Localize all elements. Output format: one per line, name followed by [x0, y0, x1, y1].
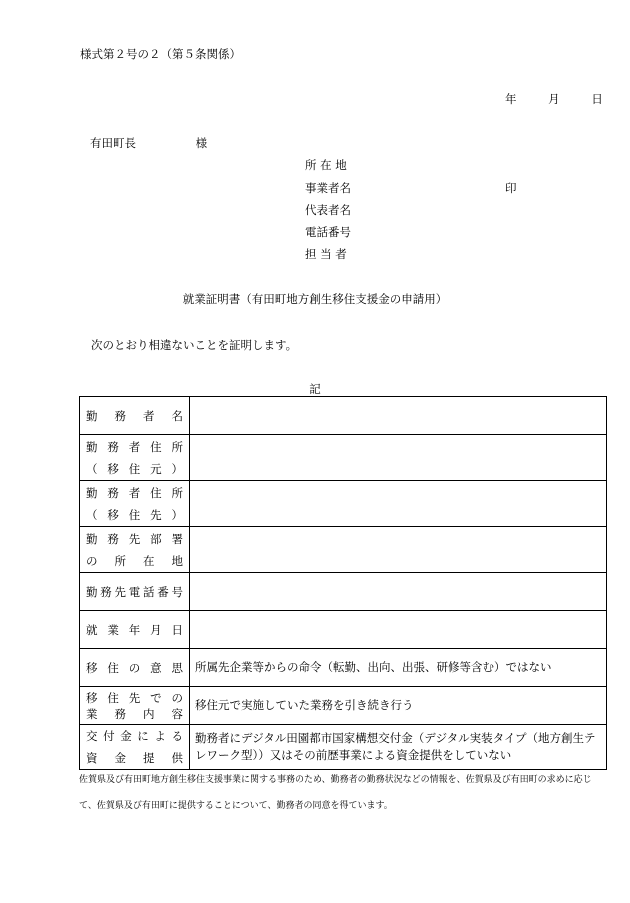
worker-address-origin-label-line [80, 458, 189, 480]
label-char: 思 [171, 660, 183, 675]
office-phone-label [80, 573, 190, 611]
grant-funding-label [80, 725, 190, 770]
grant-funding-value[interactable]: 勤務者にデジタル田園都市国家構想交付金（デジタル実装タイプ（地方創生テレワーク型））又はその前歴事業による資金提供をしていない [190, 725, 607, 770]
label-char: で [150, 690, 162, 705]
office-address-label-line [80, 550, 189, 572]
relocation-intent-label-line [80, 657, 189, 679]
label-char: 先 [128, 531, 141, 546]
label-char: 付 [103, 729, 115, 743]
label-char: 勤 [86, 584, 98, 599]
worker-address-destination-value[interactable] [190, 481, 607, 527]
certificate-table [79, 396, 607, 770]
worker-name-value[interactable] [190, 397, 607, 435]
label-char: 住 [150, 439, 162, 454]
label-char: 所 [171, 485, 183, 500]
employment-date-value[interactable] [190, 611, 607, 649]
seal-mark: 印 [505, 181, 517, 195]
worker-address-origin-label [80, 435, 190, 481]
work-content-label [80, 687, 190, 725]
label-char: よ [154, 729, 166, 743]
label-char: 務 [107, 531, 119, 546]
relocation-intent-value[interactable]: 所属先企業等からの命令（転勤、出向、出張、研修等含む）ではない [190, 649, 607, 687]
employment-date-label [80, 611, 190, 649]
label-char: （ [86, 461, 98, 476]
label-char: 勤 [86, 531, 98, 546]
date-month: 月 [548, 92, 560, 106]
label-char: る [171, 729, 183, 743]
addressee-honorific: 様 [195, 136, 208, 150]
date-year: 年 [505, 92, 517, 106]
label-char: 住 [107, 690, 119, 705]
office-address-value[interactable] [190, 527, 607, 573]
addressee [90, 135, 207, 151]
label-char: 地 [171, 553, 183, 568]
label-char: 番 [157, 584, 169, 599]
label-char: 者 [143, 408, 155, 423]
grant-funding-label-line [80, 725, 189, 747]
label-char: 住 [150, 485, 162, 500]
label-char: 務 [107, 439, 119, 454]
label-char: 号 [171, 584, 183, 599]
label-char: 務 [114, 706, 126, 721]
label-char: 移 [107, 507, 119, 522]
form-number: 様式第２号の２（第５条関係） [80, 47, 241, 61]
label-char: 就 [86, 622, 98, 637]
label-char: 勤 [86, 439, 98, 454]
label-char: ） [171, 461, 183, 476]
worker-address-origin-label-line [80, 436, 189, 458]
work-content-label-line [80, 690, 189, 706]
consent-footnote: 佐賀県及び有田町地方創生移住支援事業に関する事務のため、勤務者の勤務状況などの情報を、佐賀県及び有田町の求めに応じて、佐賀県及び有田町に提供することについて、勤務者の同意を得ています。 [79, 775, 592, 811]
label-char: ） [171, 507, 183, 522]
label-char: 電 [128, 584, 141, 599]
worker-address-destination-label-line [80, 504, 189, 526]
table-row-work-content [80, 687, 607, 725]
table-row-worker-name [80, 397, 607, 435]
table-row-employment-date [80, 611, 607, 649]
work-content-value[interactable]: 移住元で実施していた業務を引き続き行う [190, 687, 607, 725]
worker-address-destination-label [80, 481, 190, 527]
label-char: 交 [86, 729, 98, 743]
label-char: （ [86, 507, 98, 522]
office-phone-label-line [80, 581, 189, 603]
office-phone-value[interactable] [190, 573, 607, 611]
label-char: 勤 [86, 408, 98, 423]
label-char: 金 [114, 751, 126, 765]
label-char: の [128, 660, 141, 675]
label-char: 住 [128, 507, 141, 522]
label-char: 者 [128, 485, 141, 500]
label-char: 所 [171, 439, 183, 454]
label-char: 金 [120, 729, 132, 743]
label-char: 意 [150, 660, 162, 675]
label-char: 月 [150, 622, 162, 637]
table-row-worker-address-destination [80, 481, 607, 527]
applicant-field-business-name: 事業者名 [305, 181, 351, 195]
label-char: 年 [128, 622, 141, 637]
label-char: 業 [86, 706, 98, 721]
ki-heading: 記 [309, 382, 321, 396]
label-char: に [137, 729, 149, 743]
label-char: 移 [107, 461, 119, 476]
label-char: 先 [128, 690, 141, 705]
table-row-relocation-intent [80, 649, 607, 687]
label-char: 先 [150, 507, 162, 522]
grant-funding-label-line [80, 747, 189, 769]
label-char: 提 [143, 751, 155, 765]
label-char: 署 [171, 531, 183, 546]
label-char: の [171, 690, 183, 705]
label-char: 移 [86, 660, 98, 675]
date-line [505, 91, 603, 107]
label-char: 内 [143, 706, 155, 721]
table-row-office-address [80, 527, 607, 573]
applicant-field-representative: 代表者名 [305, 203, 351, 217]
label-char: 業 [107, 622, 119, 637]
label-char: 供 [171, 751, 183, 765]
worker-address-destination-label-line [80, 482, 189, 504]
applicant-field-contact: 担 当 者 [305, 247, 347, 261]
document-title: 就業証明書（有田町地方創生移住支援金の申請用） [182, 292, 448, 306]
applicant-field-address: 所 在 地 [305, 158, 347, 172]
addressee-name: 有田町長 [90, 136, 136, 150]
label-char: 日 [171, 622, 183, 637]
label-char: 資 [86, 751, 98, 765]
label-char: 話 [143, 584, 155, 599]
table-row-grant-funding [80, 725, 607, 770]
worker-name-label-line [80, 405, 189, 427]
label-char: 部 [150, 531, 162, 546]
office-address-label [80, 527, 190, 573]
table-row-office-phone [80, 573, 607, 611]
label-char: 移 [86, 690, 98, 705]
worker-name-label [80, 397, 190, 435]
table-row-worker-address-origin [80, 435, 607, 481]
label-char: の [86, 553, 98, 568]
label-char: 元 [150, 461, 162, 476]
label-char: 名 [171, 408, 183, 423]
label-char: 容 [171, 706, 183, 721]
label-char: 者 [128, 439, 141, 454]
applicant-field-phone: 電話番号 [305, 225, 351, 239]
employment-date-label-line [80, 619, 189, 641]
label-char: 務 [107, 485, 119, 500]
label-char: 先 [114, 584, 126, 599]
label-char: 所 [114, 553, 126, 568]
date-day: 日 [591, 92, 603, 106]
office-address-label-line [80, 528, 189, 550]
label-char: 住 [128, 461, 141, 476]
label-char: 住 [107, 660, 119, 675]
label-char: 務 [100, 584, 112, 599]
worker-address-origin-value[interactable] [190, 435, 607, 481]
work-content-label-line [80, 706, 189, 722]
certification-statement: 次のとおり相違ないことを証明します。 [91, 338, 298, 352]
label-char: 勤 [86, 485, 98, 500]
label-char: 務 [114, 408, 126, 423]
relocation-intent-label [80, 649, 190, 687]
label-char: 在 [143, 553, 155, 568]
